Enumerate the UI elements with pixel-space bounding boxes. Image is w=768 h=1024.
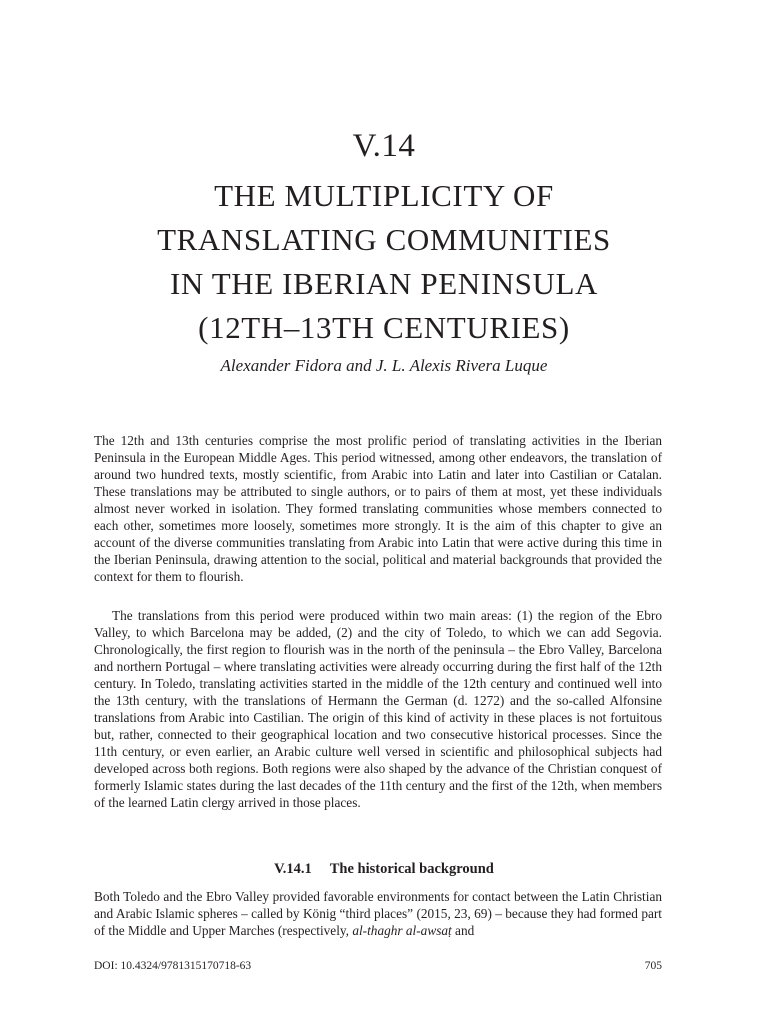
chapter-number: V.14 [352,128,416,164]
body-paragraph: The 12th and 13th centuries comprise the most prolific period of translating activities in the Iberian Peninsula in the European Middle Ages. This period witnessed, among other endeavors, the translation of around two hundred texts, mostly scientific, from Arabic into Latin and later into Castilian or Catalan. These translations may be attributed to single authors, or to pairs of them at most, yet these individuals almost never worked in isolation. They formed translating communities whose members connected to each other, sometimes more loosely, sometimes more strongly. It is the aim of this chapter to give an account of the diverse communities translating from Arabic into Latin that were active during this time in the Iberian Peninsula, drawing attention to the social, political and material backgrounds that provided the context for them to flourish. [94,433,662,584]
chapter-title-line: (12TH–13TH CENTURIES) [198,310,570,345]
chapter-title-line: TRANSLATING COMMUNITIES [157,222,611,257]
chapter-authors: Alexander Fidora and J. L. Alexis Rivera Luque [220,356,548,375]
section-number: V.14.1 [274,861,312,877]
paragraph-text: and [455,923,475,938]
chapter-title [60,174,708,350]
page-number: 705 [644,960,662,972]
paragraph-italic-term: al-thaghr al-awsaṭ [352,923,452,938]
section-heading [0,861,768,878]
section-title: The historical background [329,861,494,877]
chapter-title-line: THE MULTIPLICITY OF [214,178,554,213]
paragraph-text: Both Toledo and the Ebro Valley provided favorable environments for contact between the Latin Christian and Arabic Islamic spheres – called by König “third places” (2015, 23, 69) – because they had formed part of the Middle and Upper Marches (respectively, [94,889,662,938]
body-paragraph [94,888,662,939]
body-paragraph: The translations from this period were produced within two main areas: (1) the region of the Ebro Valley, to which Barcelona may be added, (2) and the city of Toledo, to which we can add Segovia. Chronologically, the first region to flourish was in the north of the peninsula – the Ebro Valley, Barcelona and northern Portugal – where translating activities were already occurring during the first half of the 12th century. In Toledo, translating activities started in the middle of the 12th century and continued well into the 13th century, with the translations of Hermann the German (d. 1272) and the so-called Alfonsine translations from Arabic into Castilian. The origin of this kind of activity in these places is not fortuitous but, rather, connected to their geographical location and two consecutive historical processes. Since the 11th century, or even earlier, an Arabic culture well versed in scientific and philosophical subjects had developed across both regions. Both regions were also shaped by the advance of the Christian conquest of formerly Islamic states during the last decades of the 11th century and the first of the 12th, when members of the learned Latin clergy arrived in those places. [94,608,662,810]
chapter-title-line: IN THE IBERIAN PENINSULA [170,266,598,301]
doi-footer: DOI: 10.4324/9781315170718-63 [94,960,252,972]
